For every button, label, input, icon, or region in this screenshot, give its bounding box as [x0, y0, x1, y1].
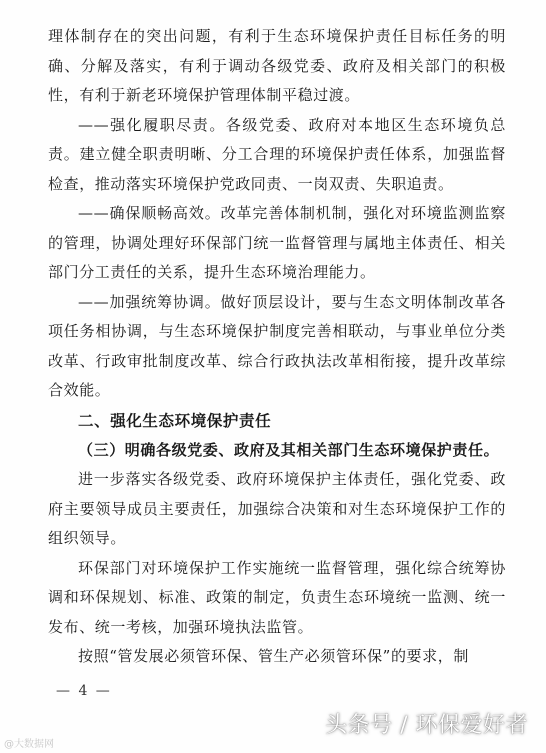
subsection-heading: （三）明确各级党委、政府及其相关部门生态环境保护责任。 [78, 440, 500, 459]
paragraph-duty: ——强化履职尽责。各级党委、政府对本地区生态环境负总责。建立健全职责明晰、分工合理的环境保护责任体系，加强监督检查，推动落实环境保护党政同责、一岗双责、失职追责。 [48, 115, 506, 193]
document-body [48, 22, 506, 672]
paragraph-environment-department: 环保部门对环境保护工作实施统一监督管理，强化综合统筹协调和环保规划、标准、政策的制定，负责生态环境统一监测、统一发布、统一考核，加强环境执法监管。 [48, 558, 506, 636]
paragraph-coordination: ——加强统筹协调。做好顶层设计，要与生态文明体制改革各项任务相协调，与生态环境保护制度完善相联动，与事业单位分类改革、行政审批制度改革、综合行政执法改革相衔接，提升改革综合效能。 [48, 292, 506, 399]
page-number: — 4 — [56, 683, 112, 699]
paragraph-development-requirement: 按照“管发展必须管环保、管生产必须管环保”的要求，制 [78, 647, 469, 665]
section-heading: 二、强化生态环境保护责任 [78, 411, 272, 430]
source-watermark: @大数据网 [4, 739, 54, 750]
paragraph-party-responsibility: 进一步落实各级党委、政府环境保护主体责任，强化党委、政府主要领导成员主要责任，加强综合决策和对生态环境保护工作的组织领导。 [48, 470, 506, 547]
paragraph-intro: 理体制存在的突出问题，有利于生态环境保护责任目标任务的明确、分解及落实，有利于调动各级党委、政府及相关部门的积极性，有利于新老环境保护管理体制平稳过渡。 [48, 27, 506, 104]
paragraph-efficiency: ——确保顺畅高效。改革完善体制机制，强化对环境监测监察的管理，协调处理好环保部门统一监督管理与属地主体责任、相关部门分工责任的关系，提升生态环境治理能力。 [48, 204, 506, 281]
account-watermark: 头条号 / 环保爱好者 [325, 713, 528, 738]
